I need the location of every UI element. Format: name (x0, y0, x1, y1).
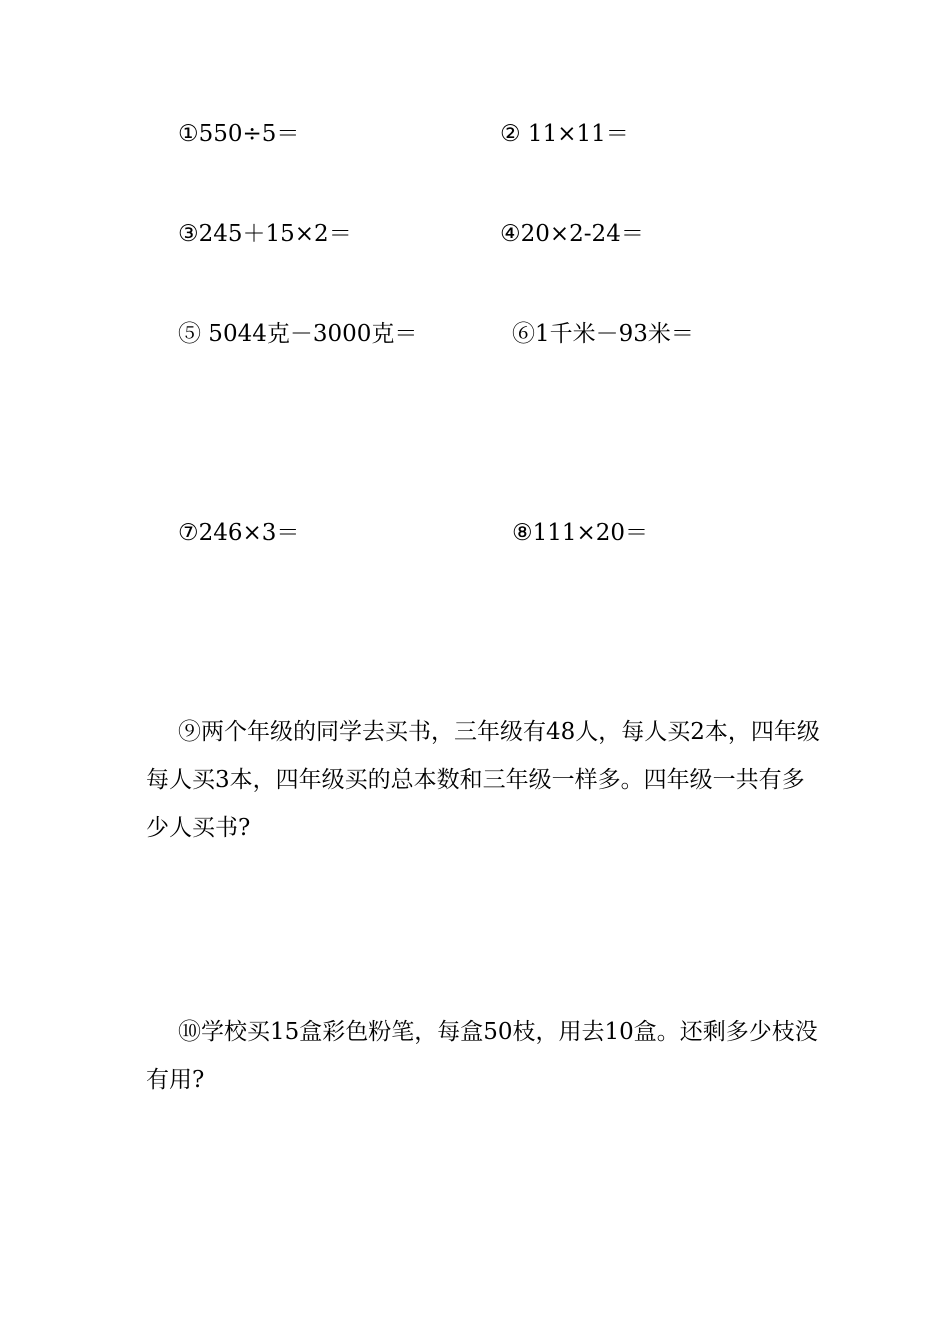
problem-3: ③245＋15×2＝ (178, 221, 352, 247)
problem-2: ② 11×11＝ (500, 121, 629, 147)
word-problem-10: ⑩学校买15盒彩色粉笔，每盒50枝，用去10盒。还剩多少枝没有用? (146, 1019, 818, 1093)
word-problem-9: ⑨两个年级的同学去买书，三年级有48人，每人买2本，四年级每人买3本，四年级买的总本数和三年级一样多。四年级一共有多少人买书? (146, 719, 820, 841)
problem-8: ⑧111×20＝ (512, 520, 649, 546)
problem-1: ①550÷5＝ (178, 121, 300, 147)
problem-5: ⑤ 5044克－3000克＝ (178, 321, 418, 347)
problem-7: ⑦246×3＝ (178, 520, 300, 546)
problem-4: ④20×2-24＝ (500, 221, 644, 247)
problem-6: ⑥1千米－93米＝ (512, 321, 694, 347)
